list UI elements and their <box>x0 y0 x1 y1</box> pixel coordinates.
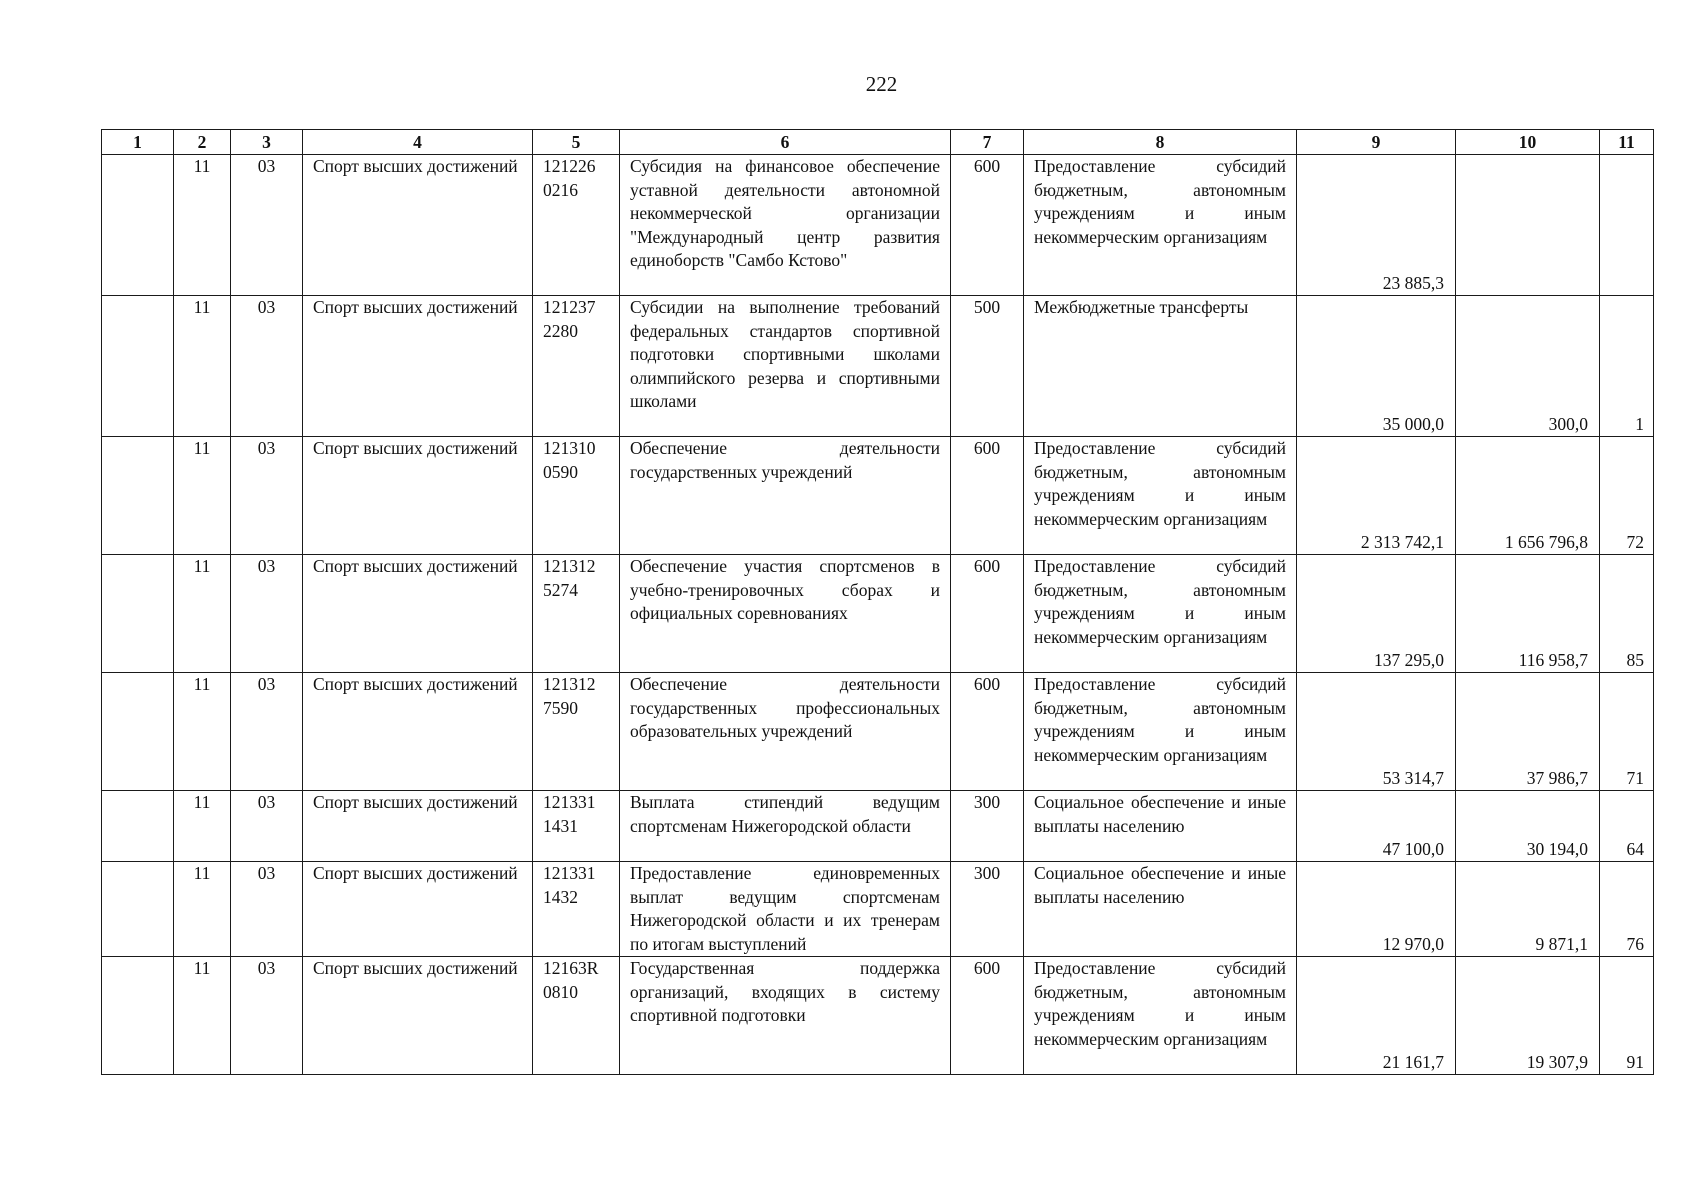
header-cell: 9 <box>1297 130 1456 155</box>
cell-subsection-name: Спорт высших достижений <box>303 862 533 957</box>
cell-expense-type-code: 600 <box>951 437 1024 555</box>
cell-col-1 <box>102 555 174 673</box>
cell-expense-type-code: 500 <box>951 296 1024 437</box>
cell-amount-planned: 53 314,7 <box>1297 673 1456 791</box>
header-cell: 11 <box>1600 130 1654 155</box>
cell-section: 11 <box>174 791 231 862</box>
code-part: 121331 <box>543 863 596 883</box>
cell-expense-type-name: Предоставление субсидий бюджетным, автономным учреждениям и иным некоммерческим организациям <box>1024 673 1297 791</box>
cell-section: 11 <box>174 555 231 673</box>
cell-section: 11 <box>174 673 231 791</box>
cell-subsection: 03 <box>231 957 303 1075</box>
cell-expense-type-code: 600 <box>951 957 1024 1075</box>
cell-section: 11 <box>174 957 231 1075</box>
code-part: 121331 <box>543 792 596 812</box>
code-part: 1431 <box>543 815 578 836</box>
cell-target-code <box>533 673 620 791</box>
code-part: 0216 <box>543 179 578 200</box>
cell-amount-planned: 137 295,0 <box>1297 555 1456 673</box>
cell-target-code <box>533 555 620 673</box>
cell-expense-type-code: 600 <box>951 155 1024 296</box>
cell-amount-actual: 37 986,7 <box>1456 673 1600 791</box>
cell-amount-actual: 19 307,9 <box>1456 957 1600 1075</box>
cell-expense-type-name: Предоставление субсидий бюджетным, автономным учреждениям и иным некоммерческим организациям <box>1024 155 1297 296</box>
cell-expense-type-name: Социальное обеспечение и иные выплаты населению <box>1024 862 1297 957</box>
cell-section: 11 <box>174 862 231 957</box>
cell-amount-planned: 2 313 742,1 <box>1297 437 1456 555</box>
cell-expense-type-code: 300 <box>951 862 1024 957</box>
cell-amount-actual <box>1456 155 1600 296</box>
cell-target-code <box>533 155 620 296</box>
table-row <box>102 957 1654 1075</box>
cell-percent: 76 <box>1600 862 1654 957</box>
cell-percent: 85 <box>1600 555 1654 673</box>
code-part: 121310 <box>543 438 596 458</box>
cell-expense-name: Обеспечение участия спортсменов в учебно-тренировочных сборах и официальных соревнованиях <box>620 555 951 673</box>
cell-expense-type-name: Социальное обеспечение и иные выплаты населению <box>1024 791 1297 862</box>
cell-subsection-name: Спорт высших достижений <box>303 555 533 673</box>
cell-col-1 <box>102 437 174 555</box>
cell-expense-type-name: Предоставление субсидий бюджетным, автономным учреждениям и иным некоммерческим организациям <box>1024 957 1297 1075</box>
cell-subsection-name: Спорт высших достижений <box>303 957 533 1075</box>
cell-col-1 <box>102 862 174 957</box>
header-cell: 10 <box>1456 130 1600 155</box>
header-cell: 6 <box>620 130 951 155</box>
cell-subsection-name: Спорт высших достижений <box>303 791 533 862</box>
cell-subsection-name: Спорт высших достижений <box>303 673 533 791</box>
cell-expense-type-code: 600 <box>951 673 1024 791</box>
code-part: 0590 <box>543 461 578 482</box>
cell-expense-type-name: Предоставление субсидий бюджетным, автономным учреждениям и иным некоммерческим организациям <box>1024 555 1297 673</box>
cell-expense-name: Обеспечение деятельности государственных профессиональных образовательных учреждений <box>620 673 951 791</box>
cell-amount-planned: 35 000,0 <box>1297 296 1456 437</box>
cell-expense-name: Государственная поддержка организаций, входящих в систему спортивной подготовки <box>620 957 951 1075</box>
budget-table <box>101 129 1654 1075</box>
cell-amount-actual: 116 958,7 <box>1456 555 1600 673</box>
cell-subsection: 03 <box>231 437 303 555</box>
cell-subsection: 03 <box>231 673 303 791</box>
cell-amount-actual: 1 656 796,8 <box>1456 437 1600 555</box>
cell-section: 11 <box>174 296 231 437</box>
cell-target-code <box>533 791 620 862</box>
cell-subsection: 03 <box>231 791 303 862</box>
cell-percent: 64 <box>1600 791 1654 862</box>
code-part: 7590 <box>543 697 578 718</box>
cell-expense-type-name: Межбюджетные трансферты <box>1024 296 1297 437</box>
code-part: 1432 <box>543 886 578 907</box>
cell-target-code <box>533 957 620 1075</box>
table-row <box>102 673 1654 791</box>
cell-expense-type-code: 300 <box>951 791 1024 862</box>
code-part: 121312 <box>543 674 596 694</box>
header-cell: 8 <box>1024 130 1297 155</box>
page-number: 222 <box>865 72 898 96</box>
cell-target-code <box>533 296 620 437</box>
cell-col-1 <box>102 791 174 862</box>
cell-percent: 71 <box>1600 673 1654 791</box>
cell-percent: 91 <box>1600 957 1654 1075</box>
cell-amount-planned: 47 100,0 <box>1297 791 1456 862</box>
code-part: 5274 <box>543 579 578 600</box>
cell-col-1 <box>102 155 174 296</box>
cell-subsection-name: Спорт высших достижений <box>303 155 533 296</box>
cell-percent: 1 <box>1600 296 1654 437</box>
header-cell: 2 <box>174 130 231 155</box>
code-part: 121312 <box>543 556 596 576</box>
cell-col-1 <box>102 957 174 1075</box>
code-part: 121237 <box>543 297 596 317</box>
code-part: 0810 <box>543 981 578 1002</box>
cell-percent: 72 <box>1600 437 1654 555</box>
cell-subsection-name: Спорт высших достижений <box>303 437 533 555</box>
cell-col-1 <box>102 673 174 791</box>
cell-amount-planned: 12 970,0 <box>1297 862 1456 957</box>
cell-expense-name: Обеспечение деятельности государственных учреждений <box>620 437 951 555</box>
header-cell: 5 <box>533 130 620 155</box>
cell-expense-name: Выплата стипендий ведущим спортсменам Нижегородской области <box>620 791 951 862</box>
cell-subsection: 03 <box>231 555 303 673</box>
cell-amount-planned: 23 885,3 <box>1297 155 1456 296</box>
cell-expense-type-code: 600 <box>951 555 1024 673</box>
table-row <box>102 437 1654 555</box>
cell-subsection: 03 <box>231 296 303 437</box>
cell-target-code <box>533 862 620 957</box>
cell-subsection-name: Спорт высших достижений <box>303 296 533 437</box>
cell-expense-name: Субсидии на выполнение требований федеральных стандартов спортивной подготовки спортивными школами олимпийского резерва и спортивными школами <box>620 296 951 437</box>
cell-subsection: 03 <box>231 155 303 296</box>
table-header-row <box>102 130 1654 155</box>
header-cell: 3 <box>231 130 303 155</box>
table-row <box>102 296 1654 437</box>
table-row <box>102 155 1654 296</box>
cell-expense-name: Субсидия на финансовое обеспечение уставной деятельности автономной некоммерческой организации "Международный центр развития единоборств "Самбо Кстово" <box>620 155 951 296</box>
cell-amount-planned: 21 161,7 <box>1297 957 1456 1075</box>
code-part: 2280 <box>543 320 578 341</box>
table-row <box>102 862 1654 957</box>
header-cell: 4 <box>303 130 533 155</box>
cell-amount-actual: 9 871,1 <box>1456 862 1600 957</box>
cell-col-1 <box>102 296 174 437</box>
table-row <box>102 555 1654 673</box>
cell-expense-name: Предоставление единовременных выплат ведущим спортсменам Нижегородской области и их тренерам по итогам выступлений <box>620 862 951 957</box>
code-part: 12163R <box>543 958 599 978</box>
cell-section: 11 <box>174 155 231 296</box>
cell-target-code <box>533 437 620 555</box>
cell-subsection: 03 <box>231 862 303 957</box>
cell-expense-type-name: Предоставление субсидий бюджетным, автономным учреждениям и иным некоммерческим организациям <box>1024 437 1297 555</box>
header-cell: 7 <box>951 130 1024 155</box>
table-row <box>102 791 1654 862</box>
cell-percent <box>1600 155 1654 296</box>
cell-amount-actual: 30 194,0 <box>1456 791 1600 862</box>
header-cell: 1 <box>102 130 174 155</box>
code-part: 121226 <box>543 156 596 176</box>
cell-amount-actual: 300,0 <box>1456 296 1600 437</box>
cell-section: 11 <box>174 437 231 555</box>
